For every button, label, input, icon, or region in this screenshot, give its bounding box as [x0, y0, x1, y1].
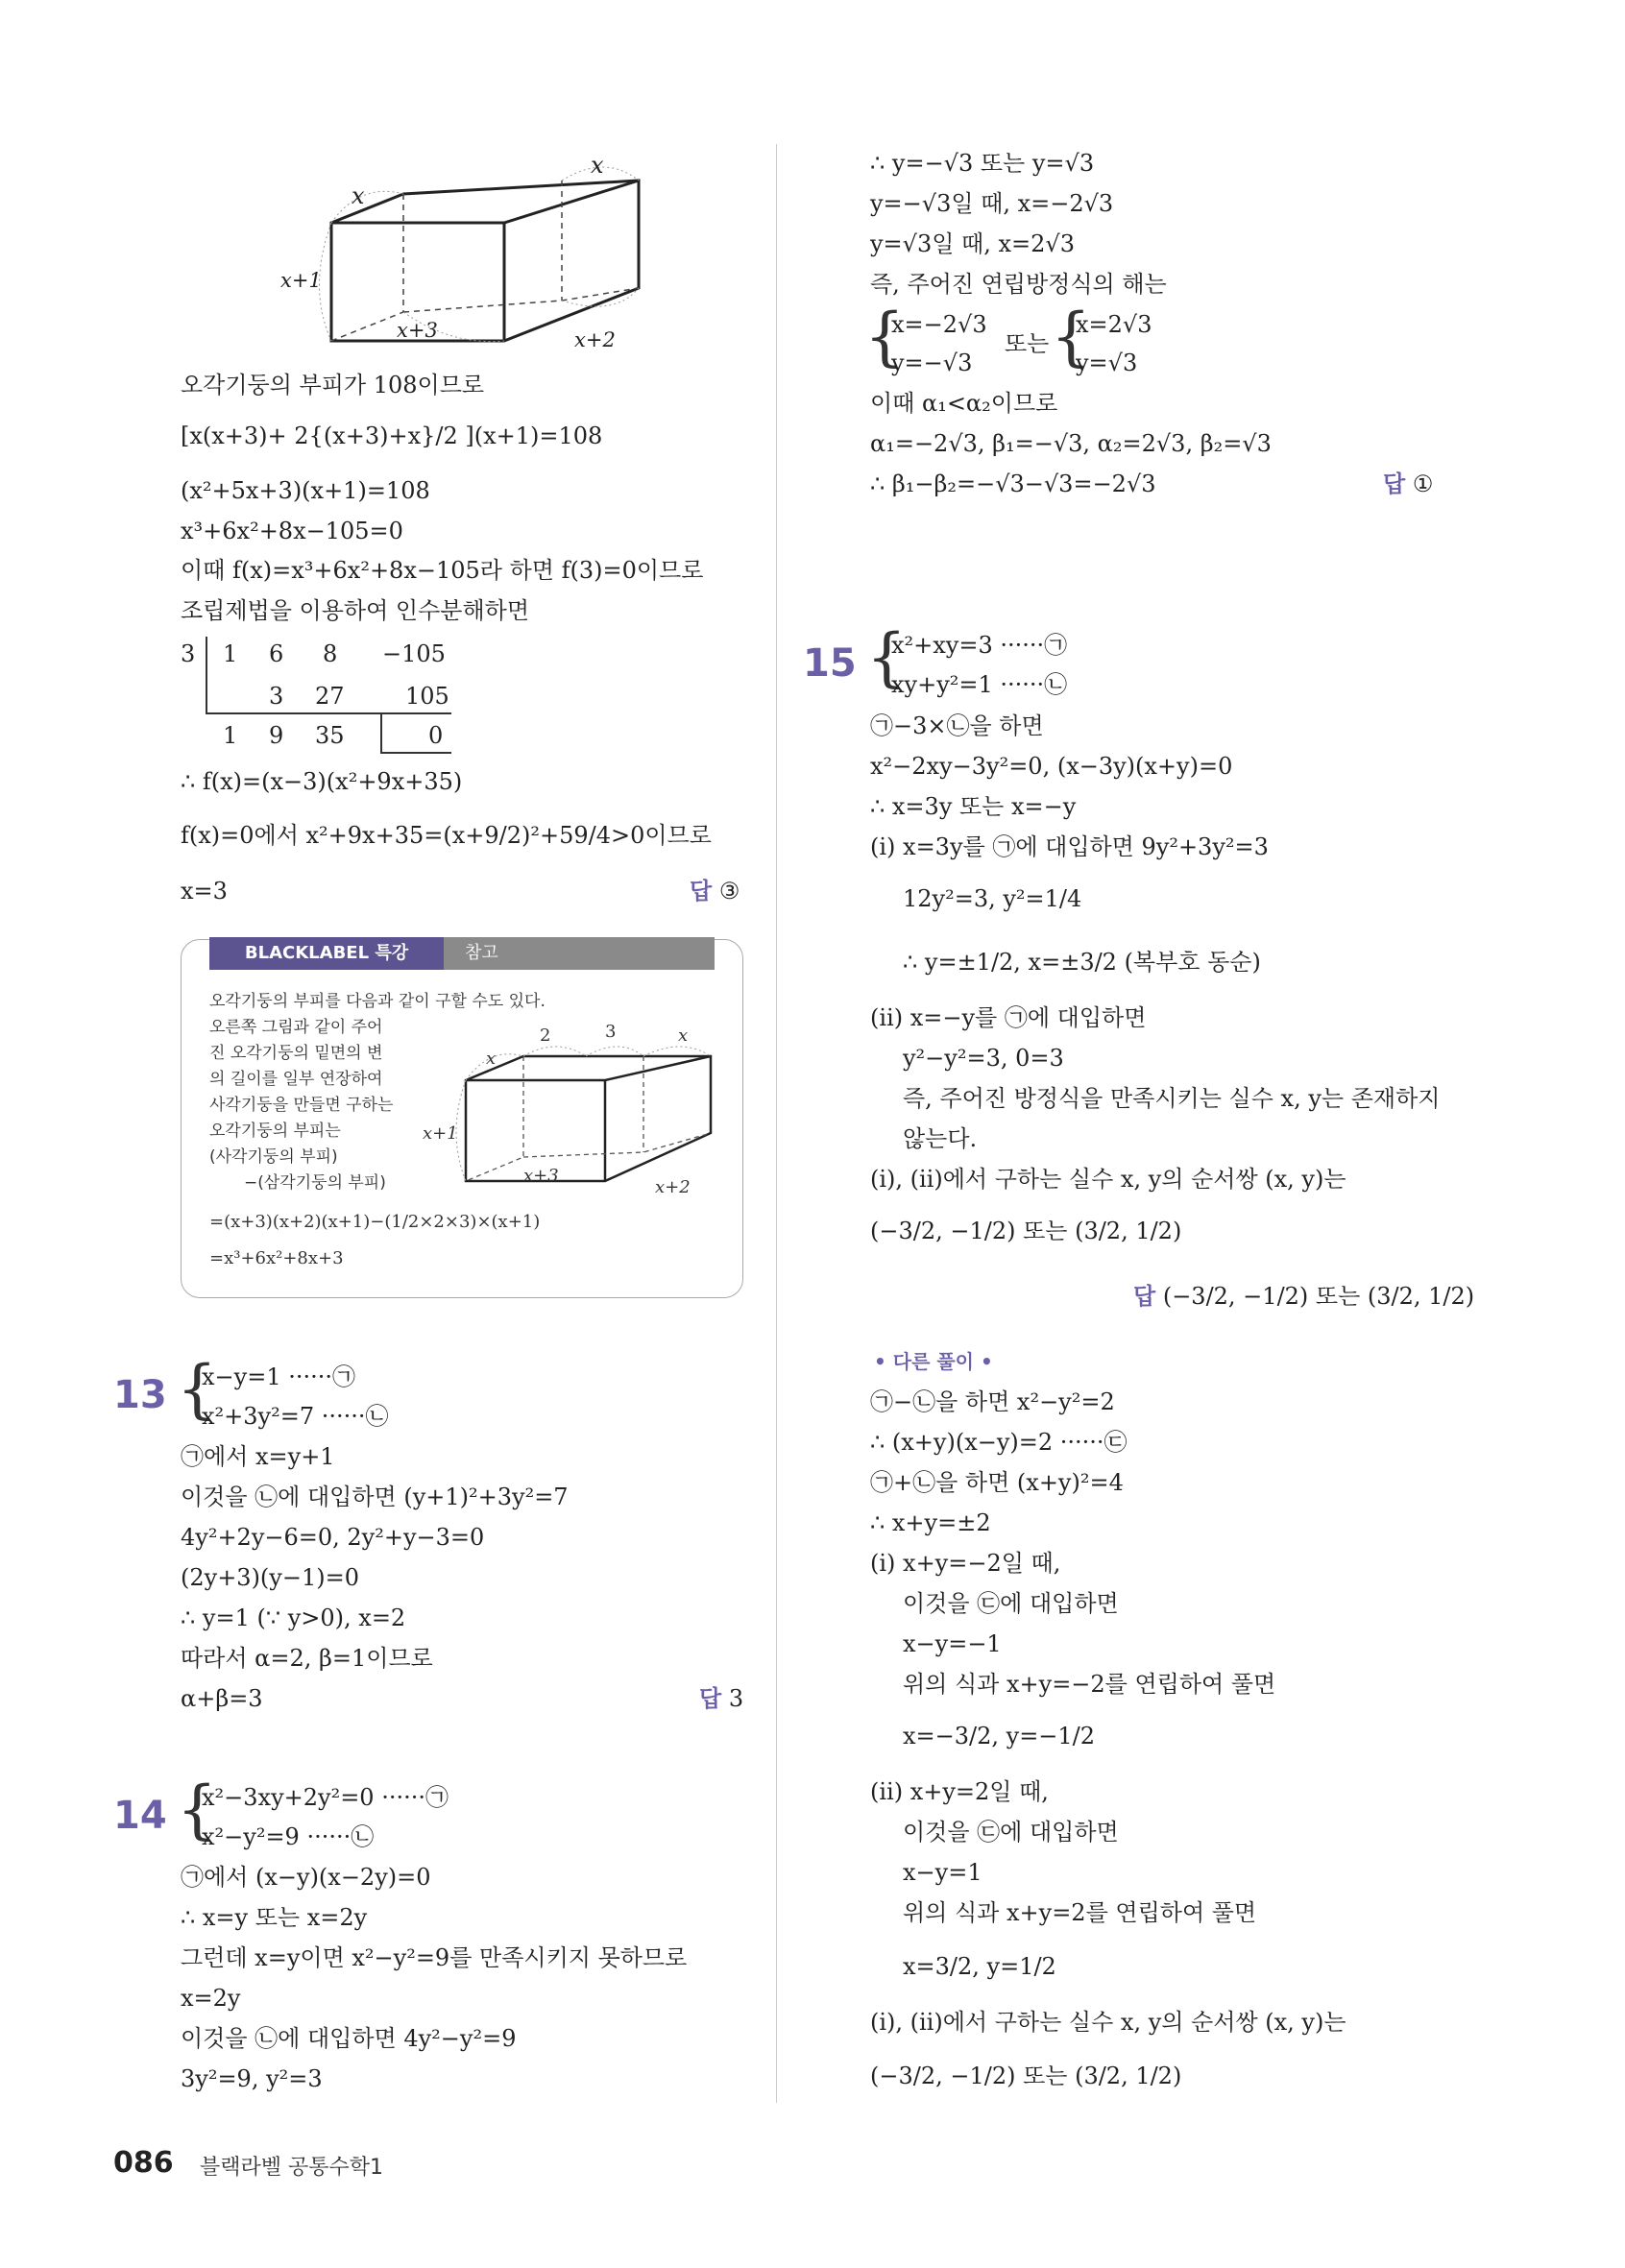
- q14-number: 14: [113, 1794, 167, 1838]
- q15-other-15: (ⅰ), (ⅱ)에서 구하는 실수 x, y의 순서쌍 (x, y)는: [870, 2009, 1346, 2036]
- q13-line-1: ㉠에서 x=y+1: [181, 1443, 335, 1470]
- q15-brace: {: [866, 620, 907, 694]
- q14-cont-1: ∴ y=−√3 또는 y=√3: [870, 150, 1095, 177]
- syn-r1-c2: 6: [269, 640, 284, 667]
- q15-line-5: 12y²=3, y²=1/4: [903, 885, 1082, 912]
- rectangular-prism-figure: [451, 1018, 730, 1200]
- tip-fig-label-3: 3: [605, 1022, 617, 1042]
- q14-cont-7: ∴ β₁−β₂=−√3−√3=−2√3: [870, 470, 1156, 497]
- q13-line-5: ∴ y=1 (∵ y>0), x=2: [181, 1604, 406, 1631]
- q14-cont-6: α₁=−2√3, β₁=−√3, α₂=2√3, β₂=√3: [870, 430, 1272, 457]
- tip-line-8: −(삼각기둥의 부피): [244, 1173, 386, 1193]
- q14-sol-or: 또는: [1005, 330, 1050, 357]
- q15-other-5: (ⅰ) x+y=−2일 때,: [870, 1550, 1061, 1577]
- q14-sol1-x: x=−2√3: [891, 311, 987, 338]
- tip-fig-label-bottom-mid: x+3: [523, 1166, 559, 1186]
- q15-line-6: ∴ y=±1/2, x=±3/2 (복부호 동순): [903, 949, 1261, 976]
- tip-fig-label-x-right: x: [678, 1025, 689, 1046]
- q15-line-10: 않는다.: [903, 1125, 978, 1152]
- q13-line-4: (2y+3)(y−1)=0: [181, 1564, 359, 1591]
- syn-r3-c3: 35: [315, 722, 345, 749]
- tip-line-6: 오각기둥의 부피는: [209, 1122, 341, 1141]
- q13-system-1: x−y=1 ······㉠: [202, 1363, 355, 1390]
- q14-cont-3: y=√3일 때, x=2√3: [870, 230, 1075, 257]
- tip-tab-bar: [209, 937, 715, 970]
- answer-label: 답: [690, 878, 713, 905]
- q14-cont-5: 이때 α₁<α₂이므로: [870, 390, 1058, 417]
- tip-fig-label-x-left: x: [486, 1049, 497, 1069]
- tip-line-2: 오른쪽 그림과 같이 주어: [209, 1018, 383, 1037]
- q15-line-11: (ⅰ), (ⅱ)에서 구하는 실수 x, y의 순서쌍 (x, y)는: [870, 1166, 1346, 1193]
- tip-line-5: 사각기둥을 만들면 구하는: [209, 1096, 394, 1115]
- q14-line-4: x=2y: [181, 1985, 241, 2012]
- q12-line-1: 오각기둥의 부피가 108이므로: [181, 372, 485, 398]
- q12-after-2: f(x)=0에서 x²+9x+35=(x+9/2)²+59/4>0이므로: [181, 822, 712, 849]
- q15-system-1: x²+xy=3 ······㉠: [891, 632, 1068, 659]
- tip-line-3: 진 오각기둥의 밑면의 변: [209, 1044, 383, 1063]
- q12-line-3: (x²+5x+3)(x+1)=108: [181, 477, 430, 504]
- q15-other-8: 위의 식과 x+y=−2를 연립하여 풀면: [903, 1671, 1276, 1698]
- q15-other-12: x−y=1: [903, 1859, 982, 1886]
- q14-line-1: ㉠에서 (x−y)(x−2y)=0: [181, 1864, 431, 1891]
- q14-brace: {: [177, 1773, 217, 1846]
- tip-line-4: 의 길이를 일부 연장하여: [209, 1070, 383, 1089]
- tip-fig-label-2: 2: [540, 1025, 551, 1046]
- q15-line-1: ㉠−3×㉡을 하면: [870, 712, 1044, 739]
- column-divider: [776, 144, 777, 2103]
- fig1-label-x-left: x: [352, 182, 365, 209]
- tip-fig-label-side: x+1: [423, 1123, 458, 1144]
- syn-r2-c2: 3: [269, 683, 284, 710]
- q15-line-7: (ⅱ) x=−y를 ㉠에 대입하면: [870, 1004, 1147, 1031]
- q12-answer: [690, 878, 740, 905]
- q12-after-3: x=3: [181, 878, 228, 905]
- q15-system-2: xy+y²=1 ······㉡: [891, 671, 1068, 698]
- synthetic-divisor: 3: [181, 640, 196, 667]
- q14-solution-brace-1: {: [864, 300, 905, 374]
- syn-r3-c1: 1: [223, 722, 238, 749]
- q15-other-4: ∴ x+y=±2: [870, 1509, 991, 1536]
- q15-other-16: (−3/2, −1/2) 또는 (3/2, 1/2): [870, 2063, 1182, 2089]
- tip-tab-subtitle: 참고: [444, 937, 715, 970]
- syn-r1-c1: 1: [223, 640, 238, 667]
- syn-r3-c2: 9: [269, 722, 284, 749]
- q15-other-7: x−y=−1: [903, 1630, 1002, 1657]
- q12-line-2: [x(x+3)+ 2{(x+3)+x}/2 ](x+1)=108: [181, 422, 603, 449]
- fig1-label-bottom-right: x+2: [574, 328, 616, 351]
- answer-label: 답: [1133, 1283, 1156, 1310]
- q15-line-8: y²−y²=3, 0=3: [903, 1045, 1064, 1072]
- page-number: 086: [113, 2146, 174, 2180]
- answer-value: ③: [718, 878, 740, 905]
- q14-line-2: ∴ x=y 또는 x=2y: [181, 1904, 368, 1931]
- q15-line-12: (−3/2, −1/2) 또는 (3/2, 1/2): [870, 1218, 1182, 1244]
- q14-solution-brace-2: {: [1051, 300, 1091, 374]
- syn-r1-c4: −105: [382, 640, 446, 667]
- q15-other-11: 이것을 ㉢에 대입하면: [903, 1819, 1119, 1846]
- q14-line-6: 3y²=9, y²=3: [181, 2065, 323, 2092]
- q13-line-6: 따라서 α=2, β=1이므로: [181, 1645, 433, 1672]
- q15-line-2: x²−2xy−3y²=0, (x−3y)(x+y)=0: [870, 753, 1233, 780]
- book-title: 블랙라벨 공통수학1: [200, 2156, 384, 2180]
- alternative-solution-title: • 다른 풀이 •: [874, 1350, 993, 1373]
- q15-other-3: ㉠+㉡을 하면 (x+y)²=4: [870, 1469, 1124, 1496]
- fig1-label-side: x+1: [280, 269, 322, 292]
- fig1-label-bottom-mid: x+3: [397, 319, 438, 342]
- q13-line-7: α+β=3: [181, 1685, 263, 1712]
- q15-answer: [1133, 1283, 1474, 1310]
- q13-number: 13: [113, 1373, 167, 1417]
- syn-r2-c3: 27: [315, 683, 345, 710]
- q15-other-2: ∴ (x+y)(x−y)=2 ······㉢: [870, 1429, 1128, 1456]
- q13-line-2: 이것을 ㉡에 대입하면 (y+1)²+3y²=7: [181, 1484, 569, 1510]
- answer-label: 답: [1383, 470, 1406, 497]
- q12-line-5: 이때 f(x)=x³+6x²+8x−105라 하면 f(3)=0이므로: [181, 557, 704, 584]
- tip-tab-title: BLACKLABEL 특강: [209, 937, 444, 970]
- q12-line-4: x³+6x²+8x−105=0: [181, 518, 403, 544]
- syn-r2-c4: 105: [405, 683, 449, 710]
- q15-other-13: 위의 식과 x+y=2를 연립하여 풀면: [903, 1899, 1257, 1926]
- q14-sol1-y: y=−√3: [891, 350, 973, 376]
- syn-r1-c3: 8: [323, 640, 338, 667]
- answer-value: 3: [728, 1685, 744, 1712]
- q13-answer: [699, 1685, 743, 1712]
- q12-after-1: ∴ f(x)=(x−3)(x²+9x+35): [181, 768, 463, 795]
- answer-value: ①: [1412, 470, 1434, 497]
- q15-other-6: 이것을 ㉢에 대입하면: [903, 1590, 1119, 1617]
- q14-sol2-y: y=√3: [1076, 350, 1138, 376]
- q14-line-5: 이것을 ㉡에 대입하면 4y²−y²=9: [181, 2025, 517, 2052]
- q15-other-9: x=−3/2, y=−1/2: [903, 1723, 1096, 1749]
- q14-cont-2: y=−√3일 때, x=−2√3: [870, 190, 1114, 217]
- q14-line-3: 그런데 x=y이면 x²−y²=9를 만족시키지 못하므로: [181, 1944, 688, 1971]
- q15-line-3: ∴ x=3y 또는 x=−y: [870, 793, 1077, 820]
- q13-brace: {: [177, 1352, 217, 1426]
- q12-line-6: 조립제법을 이용하여 인수분해하면: [181, 597, 530, 624]
- syn-r3-c4: 0: [428, 722, 444, 749]
- q15-other-10: (ⅱ) x+y=2일 때,: [870, 1778, 1049, 1805]
- q15-other-14: x=3/2, y=1/2: [903, 1953, 1056, 1980]
- tip-line-7: (사각기둥의 부피): [209, 1147, 338, 1167]
- q13-system-2: x²+3y²=7 ······㉡: [202, 1403, 389, 1430]
- answer-value: (−3/2, −1/2) 또는 (3/2, 1/2): [1162, 1283, 1475, 1310]
- q13-line-3: 4y²+2y−6=0, 2y²+y−3=0: [181, 1524, 485, 1551]
- fig1-label-x-right: x: [591, 152, 604, 179]
- q14-system-1: x²−3xy+2y²=0 ······㉠: [202, 1784, 449, 1811]
- tip-math-1: =(x+3)(x+2)(x+1)−(1/2×2×3)×(x+1): [209, 1212, 541, 1232]
- q14-system-2: x²−y²=9 ······㉡: [202, 1823, 375, 1850]
- q14-sol2-x: x=2√3: [1076, 311, 1152, 338]
- q15-number: 15: [803, 641, 857, 686]
- q15-other-1: ㉠−㉡을 하면 x²−y²=2: [870, 1388, 1115, 1415]
- tip-line-1: 오각기둥의 부피를 다음과 같이 구할 수도 있다.: [209, 992, 546, 1011]
- q15-line-4: (ⅰ) x=3y를 ㉠에 대입하면 9y²+3y²=3: [870, 833, 1269, 860]
- answer-label: 답: [699, 1685, 722, 1712]
- q15-line-9: 즉, 주어진 방정식을 만족시키는 실수 x, y는 존재하지: [903, 1085, 1441, 1112]
- tip-fig-label-bottom-right: x+2: [655, 1177, 691, 1197]
- q14-cont-4: 즉, 주어진 연립방정식의 해는: [870, 271, 1167, 298]
- tip-math-2: =x³+6x²+8x+3: [209, 1248, 344, 1268]
- q14-answer: [1383, 470, 1433, 497]
